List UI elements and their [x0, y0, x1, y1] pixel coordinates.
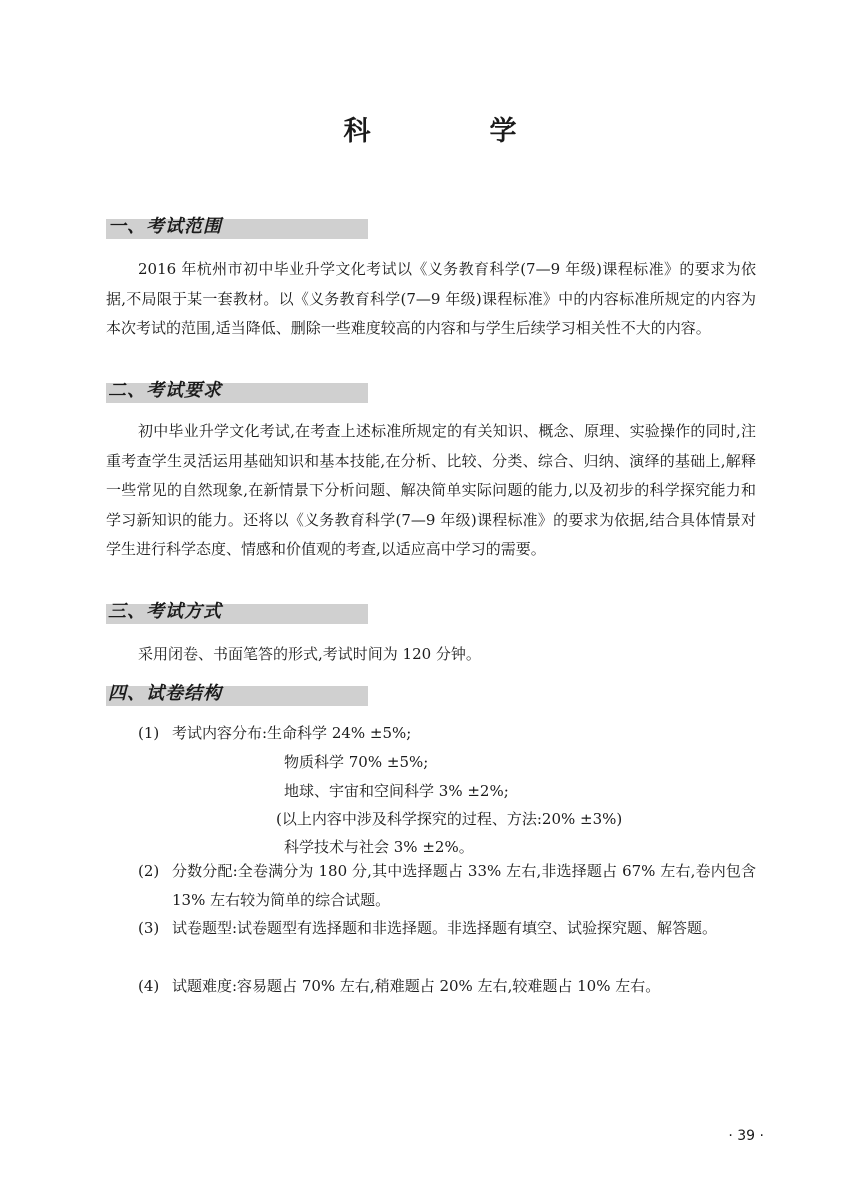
paragraph-exam-format: 采用闭卷、书面笔答的形式,考试时间为 120 分钟。	[138, 645, 481, 663]
content-distribution-line: 物质科学 70% ±5%;	[284, 753, 429, 771]
structure-item-number: (4)	[138, 977, 160, 995]
page-title: 科 学	[343, 116, 563, 147]
content-distribution-lead: 考试内容分布:生命科学 24% ±5%;	[172, 724, 412, 742]
structure-item-question-types	[138, 914, 756, 943]
structure-item-number: (1)	[138, 724, 160, 742]
section-heading-label: 二、考试要求	[108, 380, 222, 401]
structure-item-number: (3)	[138, 919, 160, 937]
section-heading-exam-format	[106, 601, 368, 624]
structure-item-number: (2)	[138, 862, 160, 880]
structure-item-text: 试题难度:容易题占 70% 左右,稍难题占 20% 左右,较难题占 10% 左右。	[172, 977, 661, 995]
page-number: · 39 ·	[728, 1128, 764, 1144]
content-distribution-line: 地球、宇宙和空间科学 3% ±2%;	[284, 782, 509, 800]
section-heading-paper-structure	[106, 683, 368, 706]
section-heading-exam-requirements	[106, 380, 368, 403]
structure-item-score-allocation	[138, 857, 756, 915]
section-heading-label: 一、考试范围	[108, 216, 222, 237]
content-distribution-line: 科学技术与社会 3% ±2%。	[284, 838, 474, 856]
structure-item-text: 分数分配:全卷满分为 180 分,其中选择题占 33% 左右,非选择题占 67% 左右,卷内包含 13% 左右较为简单的综合试题。	[172, 862, 756, 909]
structure-item-text: 试卷题型:试卷题型有选择题和非选择题。非选择题有填空、试验探究题、解答题。	[172, 919, 718, 937]
paragraph-exam-scope: 2016 年杭州市初中毕业升学文化考试以《义务教育科学(7—9 年级)课程标准》的要求为依据,不局限于某一套教材。以《义务教育科学(7—9 年级)课程标准》中的内容标准所规定的内容为本次考试的范围,适当降低、删除一些难度较高的内容和与学生后续学习相关性不大的内容。	[106, 260, 756, 337]
section-heading-label: 四、试卷结构	[108, 683, 222, 704]
section-heading-label: 三、考试方式	[108, 601, 222, 622]
content-distribution-line: (以上内容中涉及科学探究的过程、方法:20% ±3%)	[276, 810, 623, 828]
paragraph-exam-requirements: 初中毕业升学文化考试,在考查上述标准所规定的有关知识、概念、原理、实验操作的同时,注重考查学生灵活运用基础知识和基本技能,在分析、比较、分类、综合、归纳、演绎的基础上,解释一些常见的自然现象,在新情景下分析问题、解决简单实际问题的能力,以及初步的科学探究能力和学习新知识的能力。还将以《义务教育科学(7—9 年级)课程标准》的要求为依据,结合具体情景对学生进行科学态度、情感和价值观的考查,以适应高中学习的需要。	[106, 422, 756, 558]
structure-item-difficulty	[138, 972, 756, 1001]
section-heading-exam-scope	[106, 216, 368, 239]
